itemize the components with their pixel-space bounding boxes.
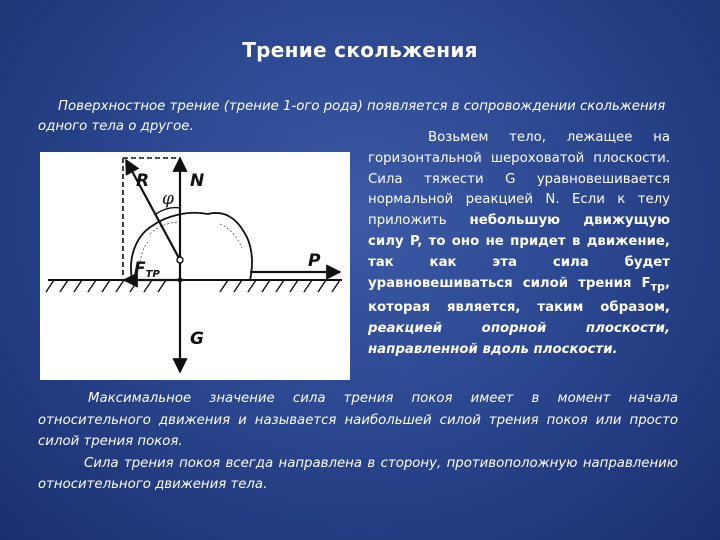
bottom-paragraph-1: Максимальное значение сила трения покоя имеет в момент начала относительного движения и называется наибольшей силой трения покоя или просто силой трения покоя. (38, 391, 678, 450)
label-F: FТР (134, 259, 160, 280)
friction-subscript: тр (650, 280, 665, 294)
description-paragraph (368, 128, 670, 360)
intro-text: Поверхностное трение (трение 1-ого рода) появляется в сопровождении скольжения одного тела о другое. (38, 99, 666, 134)
ground-hatching (46, 280, 340, 292)
label-N: N (190, 171, 205, 191)
description-body (368, 128, 670, 360)
friction-diagram (40, 152, 350, 380)
bottom-text (38, 388, 678, 496)
resultant-arrow (126, 160, 180, 260)
label-phi: φ (162, 189, 174, 209)
label-P: P (308, 251, 321, 271)
description-bold: небольшую движущую силу P, то оно не придет в движение, так как эта сила будет уравновешиваться силой трения F (368, 213, 671, 291)
description-bold-italic: реакцией опорной плоскости, направленной вдоль плоскости. (368, 320, 670, 357)
description-plain: Возьмем тело, лежащее на горизонтальной шероховатой плоскости. Сила тяжести G уравновешивается нормальной реакцией N. Если к телу приложить (368, 130, 670, 229)
label-R: R (136, 171, 150, 191)
bottom-paragraph-2: Сила трения покоя всегда направлена в сторону, противоположную направлению относительного движения тела. (38, 455, 678, 493)
description-bold-tail: , которая является, таким образом, (368, 275, 670, 316)
label-G: G (190, 329, 204, 349)
slide-title: Трение скольжения (242, 38, 478, 62)
